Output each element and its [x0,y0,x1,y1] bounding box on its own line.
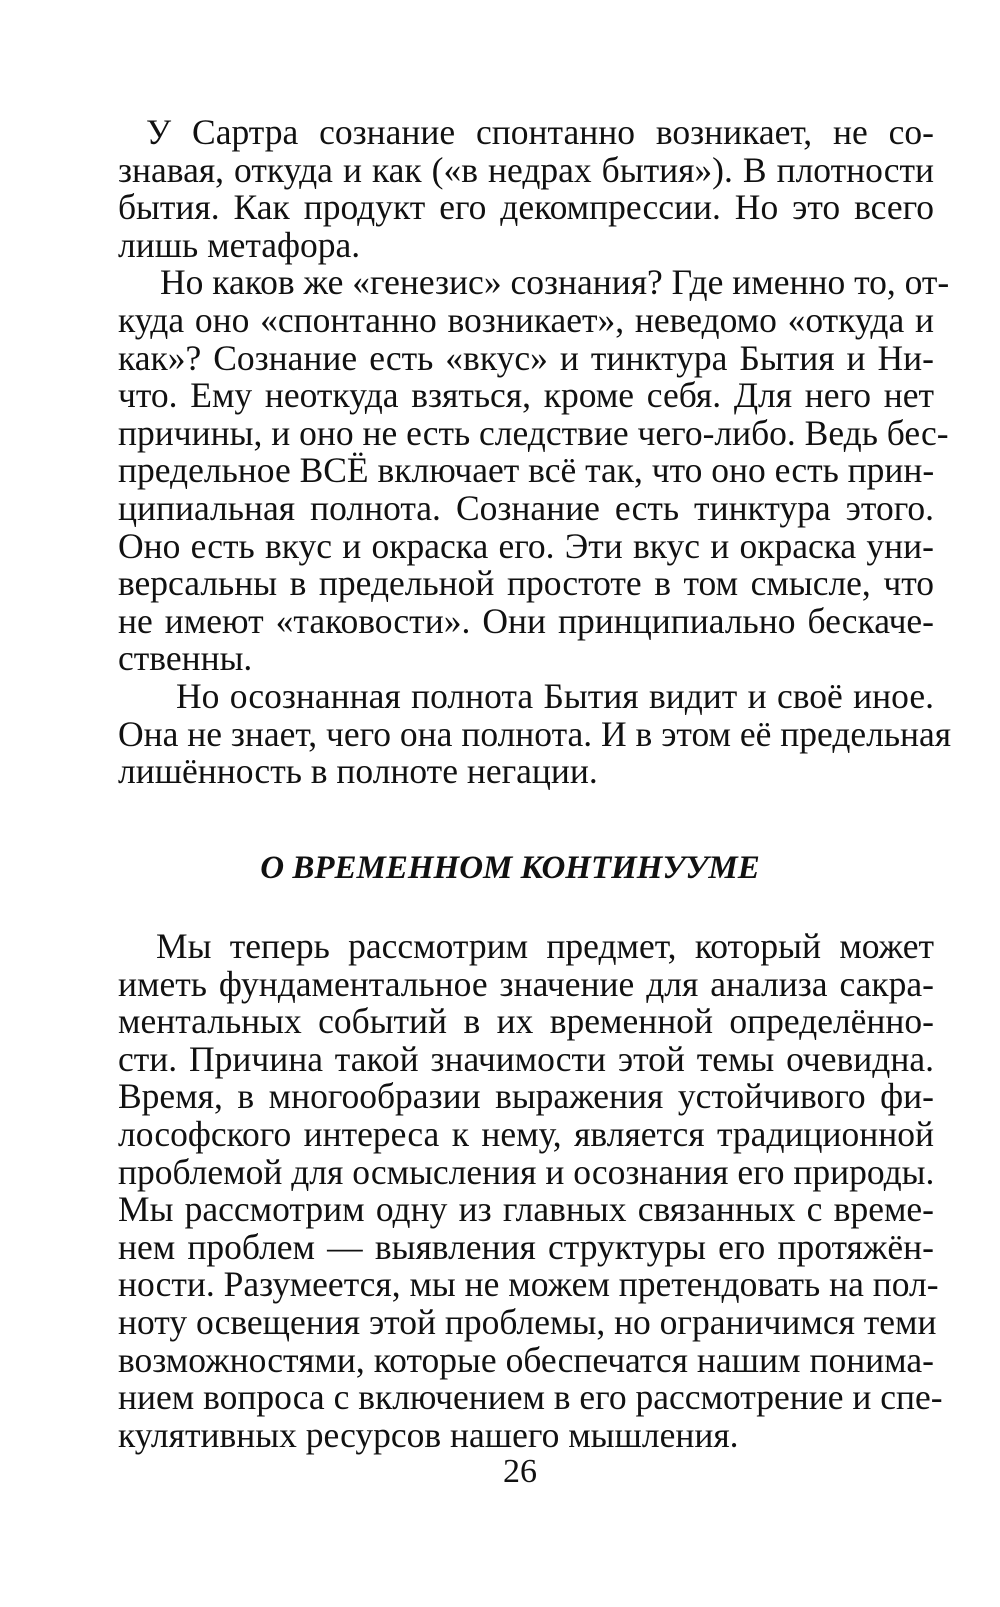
paragraph-genesis [118,262,950,679]
text-line: лософского интереса к нему, является традиционной [118,1113,934,1154]
paragraph-sartre [118,114,934,264]
text-line: куда оно «спонтанно возникает», неведомо «откуда и [118,299,934,340]
text-line: нем проблем — выявления структуры его протяжён- [118,1226,934,1267]
text-line: причины, и оно не есть следствие чего-либо. Ведь бес- [118,412,949,453]
text-line: лишённость в полноте негации. [118,751,598,792]
text-line: лишь метафора. [118,224,361,265]
text-line: Мы рассмотрим одну из главных связанных с време- [118,1189,934,1230]
text-line: что. Ему неоткуда взяться, кроме себя. Для него нет [118,375,934,416]
paragraph-fullness [118,675,952,792]
text-line: как»? Сознание есть «вкус» и тинктура Бытия и Ни- [118,337,934,378]
text-line: не имеют «таковости». Они принципиально бескаче- [118,600,934,641]
text-line: сти. Причина такой значимости этой темы очевидна. [118,1038,934,1079]
text-line: проблемой для осмысления и осознания его природы. [118,1151,935,1192]
text-line: кулятивных ресурсов нашего мышления. [118,1414,739,1455]
text-line: ципиальная полнота. Сознание есть тинктура этого. [118,487,934,528]
text-line: ноту освещения этой проблемы, но ограничимся теми [118,1301,937,1342]
paragraph-time-continuum [118,926,943,1455]
text-line: Но осознанная полнота Бытия видит и своё иное. [176,675,934,716]
text-line: нием вопроса с включением в его рассмотрение и спе- [118,1377,943,1418]
text-block-bottom [118,926,943,1455]
text-line: ности. Разумеется, мы не можем претендовать на пол- [118,1264,939,1305]
text-line: версальны в предельной простоте в том смысле, что [118,563,934,604]
text-line: Мы теперь рассмотрим предмет, который может [156,926,934,966]
text-line: иметь фундаментальное значение для анализа сакра- [118,963,934,1004]
text-line: ментальных событий в их временной определённо- [118,1001,934,1042]
text-line: Оно есть вкус и окраска его. Эти вкус и окраска уни- [118,525,934,566]
text-line: Время, в многообразии выражения устойчивого фи- [118,1076,934,1117]
text-line: знавая, откуда и как («в недрах бытия»). В плотности [118,149,934,190]
text-block-top [118,112,952,792]
text-line: возможностями, которые обеспечатся нашим понима- [118,1339,934,1380]
text-line: Но каков же «генезис» сознания? Где именно то, от- [160,262,950,303]
page-number: 26 [503,1453,537,1490]
text-line: У Сартра сознание спонтанно возникает, не со- [146,112,934,152]
text-line: бытия. Как продукт его декомпрессии. Но это всего [118,187,934,228]
text-line: ственны. [118,638,253,679]
text-line: Она не знает, чего она полнота. И в этом её предельная [118,713,952,754]
text-line: предельное ВСЁ включает всё так, что оно есть прин- [118,450,935,491]
section-heading: О ВРЕМЕННОМ КОНТИНУУМЕ [260,850,760,886]
